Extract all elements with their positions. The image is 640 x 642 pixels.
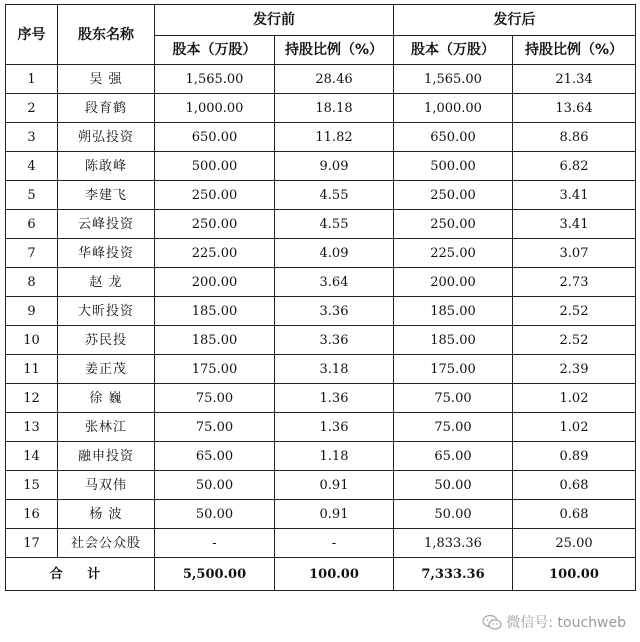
header-before: 发行前 (155, 5, 394, 36)
cell-seq: 8 (6, 268, 58, 297)
cell-before-ratio: 4.09 (275, 239, 394, 268)
header-seq: 序号 (6, 5, 58, 65)
table-row (6, 123, 636, 152)
cell-before-ratio: 1.36 (275, 413, 394, 442)
cell-seq: 13 (6, 413, 58, 442)
cell-before-shares: 250.00 (155, 210, 275, 239)
cell-after-shares: 175.00 (394, 355, 513, 384)
table-row (6, 94, 636, 123)
cell-name: 融申投资 (58, 442, 155, 471)
cell-after-ratio: 2.52 (513, 326, 636, 355)
cell-before-shares: 75.00 (155, 413, 275, 442)
cell-name: 张林江 (58, 413, 155, 442)
total-row (6, 558, 636, 591)
cell-after-shares: 185.00 (394, 297, 513, 326)
cell-after-shares: 650.00 (394, 123, 513, 152)
total-before-shares: 5,500.00 (155, 558, 275, 591)
total-before-ratio: 100.00 (275, 558, 394, 591)
cell-before-shares: 650.00 (155, 123, 275, 152)
cell-before-ratio: 1.18 (275, 442, 394, 471)
wechat-icon (482, 614, 502, 631)
cell-after-ratio: 3.41 (513, 210, 636, 239)
header-after: 发行后 (394, 5, 636, 36)
cell-seq: 1 (6, 65, 58, 94)
cell-seq: 7 (6, 239, 58, 268)
table-row (6, 239, 636, 268)
cell-before-ratio: 4.55 (275, 210, 394, 239)
table-row (6, 268, 636, 297)
cell-before-ratio: - (275, 529, 394, 558)
cell-after-ratio: 0.89 (513, 442, 636, 471)
cell-after-shares: 200.00 (394, 268, 513, 297)
cell-seq: 16 (6, 500, 58, 529)
cell-before-ratio: 3.64 (275, 268, 394, 297)
shareholder-table (5, 4, 636, 591)
cell-after-ratio: 2.52 (513, 297, 636, 326)
cell-after-ratio: 2.73 (513, 268, 636, 297)
table-row (6, 500, 636, 529)
cell-seq: 12 (6, 384, 58, 413)
cell-after-ratio: 8.86 (513, 123, 636, 152)
cell-after-shares: 185.00 (394, 326, 513, 355)
cell-after-ratio: 6.82 (513, 152, 636, 181)
table-row (6, 181, 636, 210)
cell-before-ratio: 3.36 (275, 326, 394, 355)
cell-before-shares: 1,565.00 (155, 65, 275, 94)
cell-after-shares: 65.00 (394, 442, 513, 471)
cell-seq: 17 (6, 529, 58, 558)
cell-name: 赵 龙 (58, 268, 155, 297)
cell-seq: 5 (6, 181, 58, 210)
cell-name: 李建飞 (58, 181, 155, 210)
table-row (6, 471, 636, 500)
cell-after-ratio: 2.39 (513, 355, 636, 384)
cell-after-ratio: 21.34 (513, 65, 636, 94)
header-after-shares: 股本（万股） (394, 36, 513, 65)
cell-before-shares: 200.00 (155, 268, 275, 297)
cell-before-ratio: 0.91 (275, 471, 394, 500)
cell-before-shares: 185.00 (155, 297, 275, 326)
cell-after-shares: 50.00 (394, 471, 513, 500)
table-row (6, 65, 636, 94)
cell-after-shares: 50.00 (394, 500, 513, 529)
cell-name: 马双伟 (58, 471, 155, 500)
cell-after-ratio: 25.00 (513, 529, 636, 558)
cell-name: 苏民投 (58, 326, 155, 355)
table-row (6, 152, 636, 181)
cell-name: 陈敢峰 (58, 152, 155, 181)
table-body (6, 65, 636, 558)
cell-after-ratio: 0.68 (513, 471, 636, 500)
total-after-shares: 7,333.36 (394, 558, 513, 591)
cell-before-ratio: 28.46 (275, 65, 394, 94)
cell-after-shares: 250.00 (394, 181, 513, 210)
cell-before-ratio: 9.09 (275, 152, 394, 181)
cell-name: 社会公众股 (58, 529, 155, 558)
table-row (6, 442, 636, 471)
header-row-top (6, 5, 636, 36)
cell-after-shares: 1,833.36 (394, 529, 513, 558)
cell-after-ratio: 3.41 (513, 181, 636, 210)
cell-name: 徐 巍 (58, 384, 155, 413)
cell-name: 吴 强 (58, 65, 155, 94)
cell-seq: 15 (6, 471, 58, 500)
cell-before-shares: 50.00 (155, 500, 275, 529)
cell-seq: 2 (6, 94, 58, 123)
cell-before-shares: 185.00 (155, 326, 275, 355)
cell-after-ratio: 1.02 (513, 384, 636, 413)
total-after-ratio: 100.00 (513, 558, 636, 591)
table-row (6, 297, 636, 326)
cell-name: 杨 波 (58, 500, 155, 529)
cell-before-shares: 225.00 (155, 239, 275, 268)
cell-before-ratio: 3.18 (275, 355, 394, 384)
cell-seq: 14 (6, 442, 58, 471)
cell-before-shares: 65.00 (155, 442, 275, 471)
cell-after-shares: 250.00 (394, 210, 513, 239)
watermark-text: 微信号: touchweb (506, 615, 626, 631)
cell-name: 云峰投资 (58, 210, 155, 239)
cell-name: 段育鹤 (58, 94, 155, 123)
cell-name: 大昕投资 (58, 297, 155, 326)
cell-before-shares: 50.00 (155, 471, 275, 500)
cell-seq: 10 (6, 326, 58, 355)
cell-before-shares: 500.00 (155, 152, 275, 181)
cell-name: 华峰投资 (58, 239, 155, 268)
cell-seq: 4 (6, 152, 58, 181)
table-row (6, 355, 636, 384)
cell-before-shares: 75.00 (155, 384, 275, 413)
cell-after-ratio: 13.64 (513, 94, 636, 123)
total-label: 合 计 (6, 558, 155, 591)
cell-before-ratio: 18.18 (275, 94, 394, 123)
table-row (6, 413, 636, 442)
cell-before-ratio: 0.91 (275, 500, 394, 529)
cell-after-ratio: 0.68 (513, 500, 636, 529)
cell-before-ratio: 4.55 (275, 181, 394, 210)
table-row (6, 529, 636, 558)
cell-after-shares: 75.00 (394, 384, 513, 413)
cell-after-ratio: 1.02 (513, 413, 636, 442)
cell-after-shares: 75.00 (394, 413, 513, 442)
cell-before-ratio: 3.36 (275, 297, 394, 326)
table-row (6, 326, 636, 355)
cell-after-ratio: 3.07 (513, 239, 636, 268)
cell-after-shares: 500.00 (394, 152, 513, 181)
cell-seq: 9 (6, 297, 58, 326)
cell-seq: 3 (6, 123, 58, 152)
header-before-shares: 股本（万股） (155, 36, 275, 65)
cell-after-shares: 1,565.00 (394, 65, 513, 94)
cell-before-shares: 175.00 (155, 355, 275, 384)
watermark (482, 612, 626, 632)
table-row (6, 384, 636, 413)
cell-before-shares: 1,000.00 (155, 94, 275, 123)
cell-seq: 6 (6, 210, 58, 239)
header-name: 股东名称 (58, 5, 155, 65)
header-before-ratio: 持股比例（%） (275, 36, 394, 65)
table-row (6, 210, 636, 239)
cell-name: 姜正茂 (58, 355, 155, 384)
cell-before-shares: 250.00 (155, 181, 275, 210)
cell-seq: 11 (6, 355, 58, 384)
header-after-ratio: 持股比例（%） (513, 36, 636, 65)
cell-before-ratio: 11.82 (275, 123, 394, 152)
cell-after-shares: 225.00 (394, 239, 513, 268)
cell-after-shares: 1,000.00 (394, 94, 513, 123)
cell-before-ratio: 1.36 (275, 384, 394, 413)
cell-name: 朔弘投资 (58, 123, 155, 152)
cell-before-shares: - (155, 529, 275, 558)
